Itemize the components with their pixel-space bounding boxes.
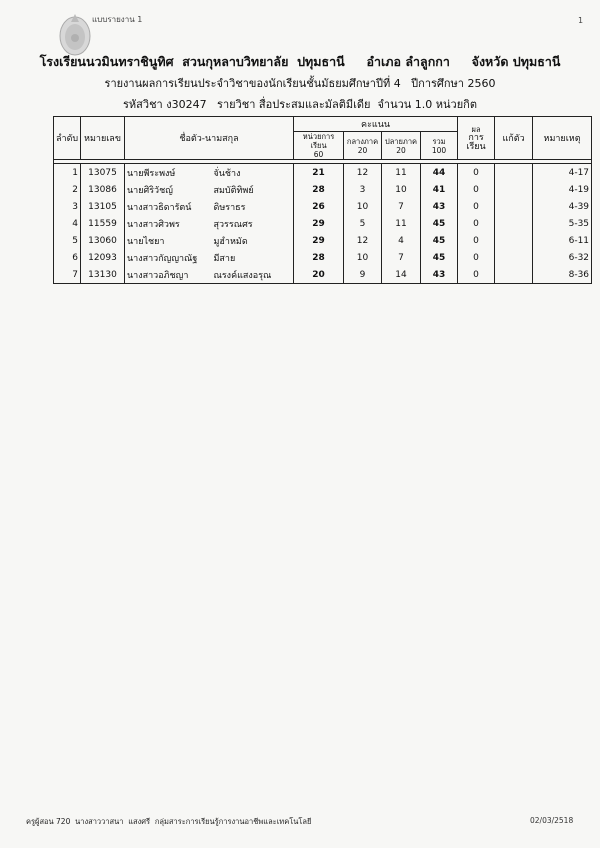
col-header-result (458, 117, 495, 160)
row-student-id: 13060 (81, 232, 125, 249)
row-unit-score: 29 (294, 232, 344, 249)
row-unit-score: 21 (294, 164, 344, 182)
report-subtitle: รายงานผลการเรียนประจำวิชาของนักเรียนชั้นมัธยมศึกษาปีที่ 4 ปีการศึกษา 2560 (104, 77, 496, 90)
row-first-name: นายพีระพงษ์ (125, 164, 212, 182)
row-mid-score: 12 (344, 164, 382, 182)
row-final-score: 7 (382, 249, 421, 266)
row-no: 5 (54, 232, 81, 249)
col-header-note: หมายเหตุ (533, 117, 592, 160)
col-header-scores: คะแนน (294, 117, 458, 132)
row-unit-score: 20 (294, 266, 344, 284)
row-grade: 0 (458, 164, 495, 182)
form-code: แบบรายงาน 1 (92, 15, 143, 24)
row-final-score: 4 (382, 232, 421, 249)
row-grade: 0 (458, 249, 495, 266)
row-note: 5-35 (533, 215, 592, 232)
subheader-unit-max: 60 (313, 150, 324, 159)
row-last-name: จั่นช้าง (212, 164, 294, 182)
row-total-score: 44 (421, 164, 458, 182)
col-header-no: ลำดับ (54, 117, 81, 160)
row-fix (495, 249, 533, 266)
row-total-score: 45 (421, 249, 458, 266)
row-last-name: สุวรรณศร (212, 215, 294, 232)
row-fix (495, 181, 533, 198)
table-row (54, 266, 592, 284)
row-fix (495, 198, 533, 215)
row-no: 2 (54, 181, 81, 198)
subheader-final-label: ปลายภาค (384, 136, 418, 146)
row-note: 6-11 (533, 232, 592, 249)
row-last-name: มีสาย (212, 249, 294, 266)
subheader-total-label: รวม (432, 136, 446, 146)
row-last-name: มูฮำหมัด (212, 232, 294, 249)
subheader-final (382, 132, 421, 160)
row-first-name: นางสาวธิดารัตน์ (125, 198, 212, 215)
row-grade: 0 (458, 266, 495, 284)
footer-date: 02/03/2518 (530, 816, 574, 825)
row-final-score: 11 (382, 215, 421, 232)
row-unit-score: 28 (294, 181, 344, 198)
col-header-fix: แก้ตัว (495, 117, 533, 160)
row-grade: 0 (458, 232, 495, 249)
subheader-unit-label: หน่วยการเรียน (302, 132, 335, 150)
row-final-score: 11 (382, 164, 421, 182)
row-unit-score: 28 (294, 249, 344, 266)
row-note: 6-32 (533, 249, 592, 266)
row-mid-score: 5 (344, 215, 382, 232)
subheader-mid (344, 132, 382, 160)
row-mid-score: 9 (344, 266, 382, 284)
row-final-score: 10 (382, 181, 421, 198)
row-total-score: 43 (421, 266, 458, 284)
table-row (54, 215, 592, 232)
row-student-id: 13105 (81, 198, 125, 215)
row-final-score: 7 (382, 198, 421, 215)
school-seal-icon (56, 10, 94, 58)
row-note: 4-17 (533, 164, 592, 182)
row-total-score: 41 (421, 181, 458, 198)
row-mid-score: 3 (344, 181, 382, 198)
subheader-final-max: 20 (396, 145, 406, 155)
row-fix (495, 266, 533, 284)
row-first-name: นางสาวกัญญาณัฐ (125, 249, 212, 266)
row-mid-score: 12 (344, 232, 382, 249)
grades-table (53, 116, 592, 284)
subheader-mid-label: กลางภาค (346, 136, 379, 146)
row-total-score: 43 (421, 198, 458, 215)
table-row (54, 249, 592, 266)
subheader-total (421, 132, 458, 160)
row-final-score: 14 (382, 266, 421, 284)
row-student-id: 12093 (81, 249, 125, 266)
row-mid-score: 10 (344, 198, 382, 215)
row-grade: 0 (458, 198, 495, 215)
subheader-unit (294, 132, 344, 160)
row-first-name: นางสาวอภิชญา (125, 266, 212, 284)
page-number: 1 (578, 16, 584, 25)
row-no: 6 (54, 249, 81, 266)
row-fix (495, 215, 533, 232)
row-unit-score: 26 (294, 198, 344, 215)
table-row (54, 232, 592, 249)
row-total-score: 45 (421, 215, 458, 232)
report-title: โรงเรียนนวมินทราชินูทิศ สวนกุหลาบวิทยาลัย ปทุมธานี อำเภอ ลำลูกกา จังหวัด ปทุมธานี (39, 54, 561, 69)
row-student-id: 13130 (81, 266, 125, 284)
subheader-total-max: 100 (431, 145, 447, 155)
row-note: 8-36 (533, 266, 592, 284)
row-student-id: 13075 (81, 164, 125, 182)
subject-line: รหัสวิชา ง30247 รายวิชา สื่อประสมและมัลติมีเดีย จำนวน 1.0 หน่วยกิต (123, 98, 477, 111)
row-mid-score: 10 (344, 249, 382, 266)
row-no: 1 (54, 164, 81, 182)
row-grade: 0 (458, 215, 495, 232)
table-row (54, 181, 592, 198)
row-grade: 0 (458, 181, 495, 198)
row-note: 4-39 (533, 198, 592, 215)
row-fix (495, 232, 533, 249)
row-no: 4 (54, 215, 81, 232)
row-first-name: นายศิริวัชญ์ (125, 181, 212, 198)
col-header-result-line2: การเรียน (466, 132, 486, 152)
row-total-score: 45 (421, 232, 458, 249)
row-no: 3 (54, 198, 81, 215)
row-last-name: ดิษราธร (212, 198, 294, 215)
row-student-id: 11559 (81, 215, 125, 232)
row-unit-score: 29 (294, 215, 344, 232)
col-header-id: หมายเลข (81, 117, 125, 160)
row-no: 7 (54, 266, 81, 284)
col-header-result-line1: ผล (471, 124, 481, 134)
table-row (54, 164, 592, 182)
row-last-name: สมบัติทิพย์ (212, 181, 294, 198)
table-row (54, 198, 592, 215)
row-last-name: ณรงค์แสงอรุณ (212, 266, 294, 284)
col-header-name: ชื่อตัว-นามสกุล (125, 117, 294, 160)
row-student-id: 13086 (81, 181, 125, 198)
teacher-footer: ครูผู้สอน 720 นางสาววาสนา แสงศรี กลุ่มสาระการเรียนรู้การงานอาชีพและเทคโนโลยี (26, 817, 312, 826)
row-first-name: นายไชยา (125, 232, 212, 249)
row-note: 4-19 (533, 181, 592, 198)
row-fix (495, 164, 533, 182)
subheader-mid-max: 20 (357, 145, 368, 155)
row-first-name: นางสาวศิวพร (125, 215, 212, 232)
